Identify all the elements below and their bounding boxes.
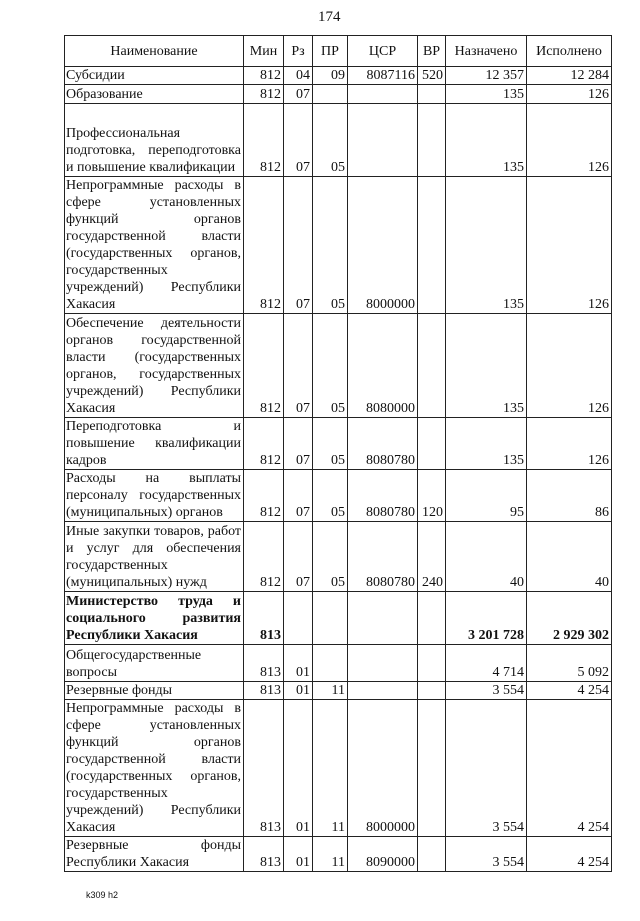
budget-table bbox=[64, 35, 612, 872]
cell-executed: 126 bbox=[527, 85, 612, 104]
cell-rz: 07 bbox=[284, 104, 313, 177]
cell-assigned: 3 554 bbox=[446, 837, 527, 872]
cell-min: 813 bbox=[244, 682, 284, 700]
cell-name: Переподготовка и повышение квалификации кадров bbox=[65, 418, 244, 470]
cell-pr: 05 bbox=[313, 522, 348, 592]
cell-name: Общегосударственные вопросы bbox=[65, 645, 244, 682]
footer-code: k309 h2 bbox=[86, 890, 119, 900]
table-row bbox=[65, 470, 612, 522]
cell-name: Резервные фонды bbox=[65, 682, 244, 700]
cell-pr: 09 bbox=[313, 67, 348, 85]
cell-assigned: 95 bbox=[446, 470, 527, 522]
table-header bbox=[65, 36, 612, 67]
cell-executed: 4 254 bbox=[527, 700, 612, 837]
cell-min: 812 bbox=[244, 85, 284, 104]
table-row bbox=[65, 645, 612, 682]
cell-min: 812 bbox=[244, 418, 284, 470]
cell-pr: 05 bbox=[313, 470, 348, 522]
cell-name: Непрограммные расходы в сфере установленных функций органов государственной власти (государственных органов, государственных учреждений) Республики Хакасия bbox=[65, 177, 244, 314]
page-number: 174 bbox=[318, 9, 341, 25]
table-row bbox=[65, 85, 612, 104]
cell-csr: 8000000 bbox=[348, 177, 418, 314]
cell-pr: 05 bbox=[313, 177, 348, 314]
header-pr: ПР bbox=[313, 36, 348, 67]
cell-csr: 8000000 bbox=[348, 700, 418, 837]
cell-pr: 11 bbox=[313, 837, 348, 872]
cell-assigned: 135 bbox=[446, 85, 527, 104]
cell-name: Субсидии bbox=[65, 67, 244, 85]
cell-csr bbox=[348, 682, 418, 700]
cell-min: 812 bbox=[244, 314, 284, 418]
cell-assigned: 40 bbox=[446, 522, 527, 592]
table-row bbox=[65, 592, 612, 645]
cell-rz: 01 bbox=[284, 682, 313, 700]
header-executed: Исполнено bbox=[527, 36, 612, 67]
cell-assigned: 3 554 bbox=[446, 700, 527, 837]
cell-csr bbox=[348, 85, 418, 104]
cell-executed: 126 bbox=[527, 104, 612, 177]
cell-min: 812 bbox=[244, 470, 284, 522]
table-row bbox=[65, 67, 612, 85]
cell-rz bbox=[284, 592, 313, 645]
cell-csr: 8080000 bbox=[348, 314, 418, 418]
cell-pr: 05 bbox=[313, 418, 348, 470]
table-row bbox=[65, 837, 612, 872]
cell-csr: 8080780 bbox=[348, 418, 418, 470]
cell-min: 812 bbox=[244, 104, 284, 177]
cell-pr: 11 bbox=[313, 700, 348, 837]
cell-name: Непрограммные расходы в сфере установленных функций органов государственной власти (государственных органов, государственных учреждений) Республики Хакасия bbox=[65, 700, 244, 837]
header-vr: ВР bbox=[418, 36, 446, 67]
cell-executed: 126 bbox=[527, 418, 612, 470]
cell-csr: 8090000 bbox=[348, 837, 418, 872]
cell-assigned: 3 201 728 bbox=[446, 592, 527, 645]
table-row bbox=[65, 522, 612, 592]
cell-assigned: 4 714 bbox=[446, 645, 527, 682]
cell-pr: 05 bbox=[313, 104, 348, 177]
cell-csr bbox=[348, 104, 418, 177]
table-row bbox=[65, 104, 612, 177]
cell-csr bbox=[348, 592, 418, 645]
cell-assigned: 135 bbox=[446, 177, 527, 314]
cell-executed: 4 254 bbox=[527, 837, 612, 872]
cell-vr bbox=[418, 314, 446, 418]
cell-rz: 07 bbox=[284, 177, 313, 314]
cell-assigned: 12 357 bbox=[446, 67, 527, 85]
cell-name: Профессиональная подготовка, переподготовка и повышение квалификации bbox=[65, 104, 244, 177]
cell-vr bbox=[418, 837, 446, 872]
cell-executed: 5 092 bbox=[527, 645, 612, 682]
cell-min: 812 bbox=[244, 522, 284, 592]
cell-pr: 11 bbox=[313, 682, 348, 700]
cell-csr: 8080780 bbox=[348, 522, 418, 592]
cell-rz: 07 bbox=[284, 522, 313, 592]
cell-min: 813 bbox=[244, 700, 284, 837]
cell-rz: 01 bbox=[284, 700, 313, 837]
cell-rz: 07 bbox=[284, 85, 313, 104]
cell-pr bbox=[313, 645, 348, 682]
cell-executed: 2 929 302 bbox=[527, 592, 612, 645]
cell-pr bbox=[313, 592, 348, 645]
cell-executed: 86 bbox=[527, 470, 612, 522]
cell-vr: 240 bbox=[418, 522, 446, 592]
cell-name: Министерство труда и социального развития Республики Хакасия bbox=[65, 592, 244, 645]
cell-vr bbox=[418, 592, 446, 645]
table-row bbox=[65, 682, 612, 700]
cell-name: Расходы на выплаты персоналу государственных (муниципальных) органов bbox=[65, 470, 244, 522]
cell-vr: 120 bbox=[418, 470, 446, 522]
cell-executed: 12 284 bbox=[527, 67, 612, 85]
cell-executed: 4 254 bbox=[527, 682, 612, 700]
cell-min: 813 bbox=[244, 837, 284, 872]
cell-rz: 07 bbox=[284, 470, 313, 522]
cell-assigned: 135 bbox=[446, 104, 527, 177]
header-name: Наименование bbox=[65, 36, 244, 67]
cell-vr bbox=[418, 177, 446, 314]
cell-rz: 07 bbox=[284, 314, 313, 418]
cell-min: 813 bbox=[244, 645, 284, 682]
cell-name: Обеспечение деятельности органов государственной власти (государственных органов, государственных учреждений) Республики Хакасия bbox=[65, 314, 244, 418]
table-row bbox=[65, 177, 612, 314]
cell-name: Резервные фонды Республики Хакасия bbox=[65, 837, 244, 872]
cell-name: Иные закупки товаров, работ и услуг для обеспечения государственных (муниципальных) нужд bbox=[65, 522, 244, 592]
cell-assigned: 3 554 bbox=[446, 682, 527, 700]
cell-vr bbox=[418, 645, 446, 682]
cell-name: Образование bbox=[65, 85, 244, 104]
table-row bbox=[65, 418, 612, 470]
cell-executed: 126 bbox=[527, 314, 612, 418]
header-csr: ЦСР bbox=[348, 36, 418, 67]
table-row bbox=[65, 700, 612, 837]
cell-executed: 40 bbox=[527, 522, 612, 592]
cell-vr: 520 bbox=[418, 67, 446, 85]
cell-pr bbox=[313, 85, 348, 104]
header-min: Мин bbox=[244, 36, 284, 67]
cell-pr: 05 bbox=[313, 314, 348, 418]
cell-vr bbox=[418, 682, 446, 700]
header-assigned: Назначено bbox=[446, 36, 527, 67]
cell-vr bbox=[418, 85, 446, 104]
cell-rz: 07 bbox=[284, 418, 313, 470]
cell-rz: 04 bbox=[284, 67, 313, 85]
cell-vr bbox=[418, 700, 446, 837]
cell-min: 812 bbox=[244, 177, 284, 314]
cell-vr bbox=[418, 104, 446, 177]
header-rz: Рз bbox=[284, 36, 313, 67]
cell-rz: 01 bbox=[284, 645, 313, 682]
cell-csr: 8087116 bbox=[348, 67, 418, 85]
cell-vr bbox=[418, 418, 446, 470]
cell-min: 812 bbox=[244, 67, 284, 85]
cell-rz: 01 bbox=[284, 837, 313, 872]
cell-min: 813 bbox=[244, 592, 284, 645]
table-row bbox=[65, 314, 612, 418]
cell-assigned: 135 bbox=[446, 314, 527, 418]
cell-csr bbox=[348, 645, 418, 682]
cell-executed: 126 bbox=[527, 177, 612, 314]
cell-csr: 8080780 bbox=[348, 470, 418, 522]
cell-assigned: 135 bbox=[446, 418, 527, 470]
